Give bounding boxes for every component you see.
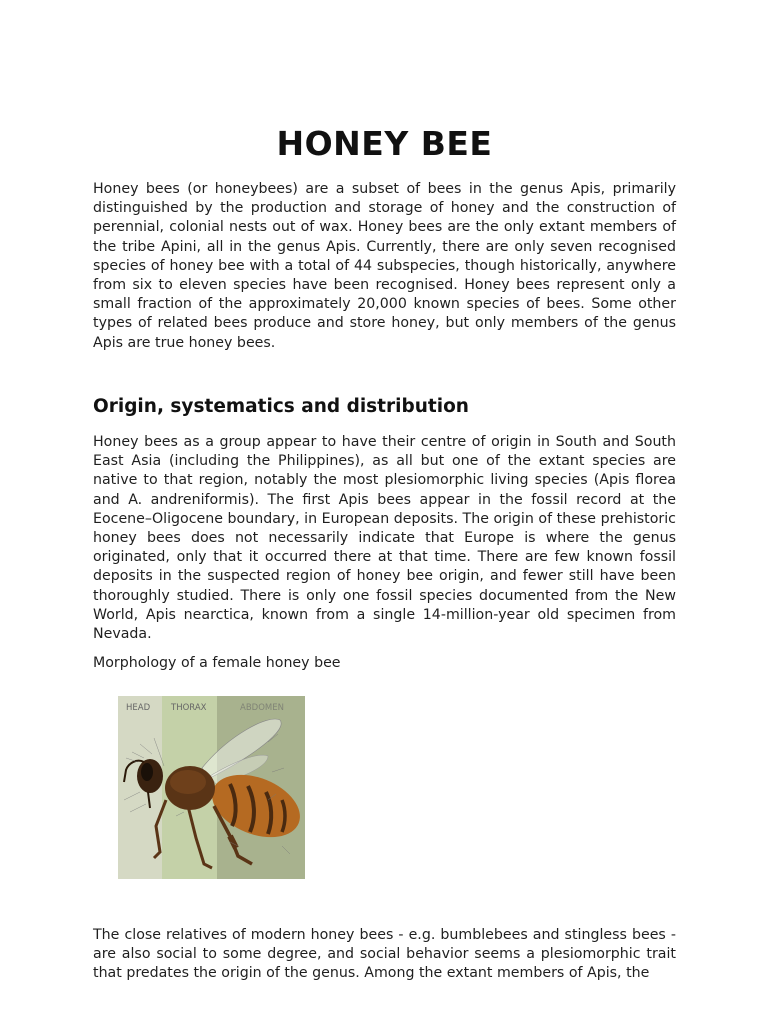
figure-caption: Morphology of a female honey bee bbox=[93, 655, 341, 671]
page-title: HONEY BEE bbox=[276, 124, 493, 163]
region-label-thorax: THORAX bbox=[171, 703, 207, 713]
bee-morphology-illustration bbox=[118, 696, 305, 879]
section-heading: Origin, systematics and distribution bbox=[93, 396, 469, 417]
section-paragraph: Honey bees as a group appear to have their centre of origin in South and South East Asia (including the Philippines), as all but one of the extant species are native to that region, notably the most plesiomorphic living species (Apis florea and A. andreniformis). The first Apis bees appear in the fossil record at the Eocene–Oligocene boundary, in European deposits. The origin of these prehistoric honey bees does not necessarily indicate that Europe is where the genus originated, only that it occurred there at that time. There are few known fossil deposits in the suspected region of honey bee origin, and fewer still have been thoroughly studied. There is only one fossil species documented from the New World, Apis nearctica, known from a single 14-million-year old specimen from Nevada. bbox=[93, 434, 676, 643]
intro-paragraph: Honey bees (or honeybees) are a subset of bees in the genus Apis, primarily distinguished by the production and storage of honey and the construction of perennial, colonial nests out of wax. Honey bees are the only extant members of the tribe Apini, all in the genus Apis. Currently, there are only seven recognised species of honey bee with a total of 44 subspecies, though historically, anywhere from six to eleven species have been recognised. Honey bees represent only a small fraction of the approximately 20,000 known species of bees. Some other types of related bees produce and store honey, but only members of the genus Apis are true honey bees. bbox=[93, 181, 676, 351]
region-label-abdomen: ABDOMEN bbox=[240, 703, 284, 713]
closing-paragraph: The close relatives of modern honey bees - e.g. bumblebees and stingless bees - are also social to some degree, and social behavior seems a plesiomorphic trait that predates the origin of the genus. Among the extant members of Apis, the bbox=[93, 927, 676, 982]
region-label-head: HEAD bbox=[126, 703, 151, 713]
